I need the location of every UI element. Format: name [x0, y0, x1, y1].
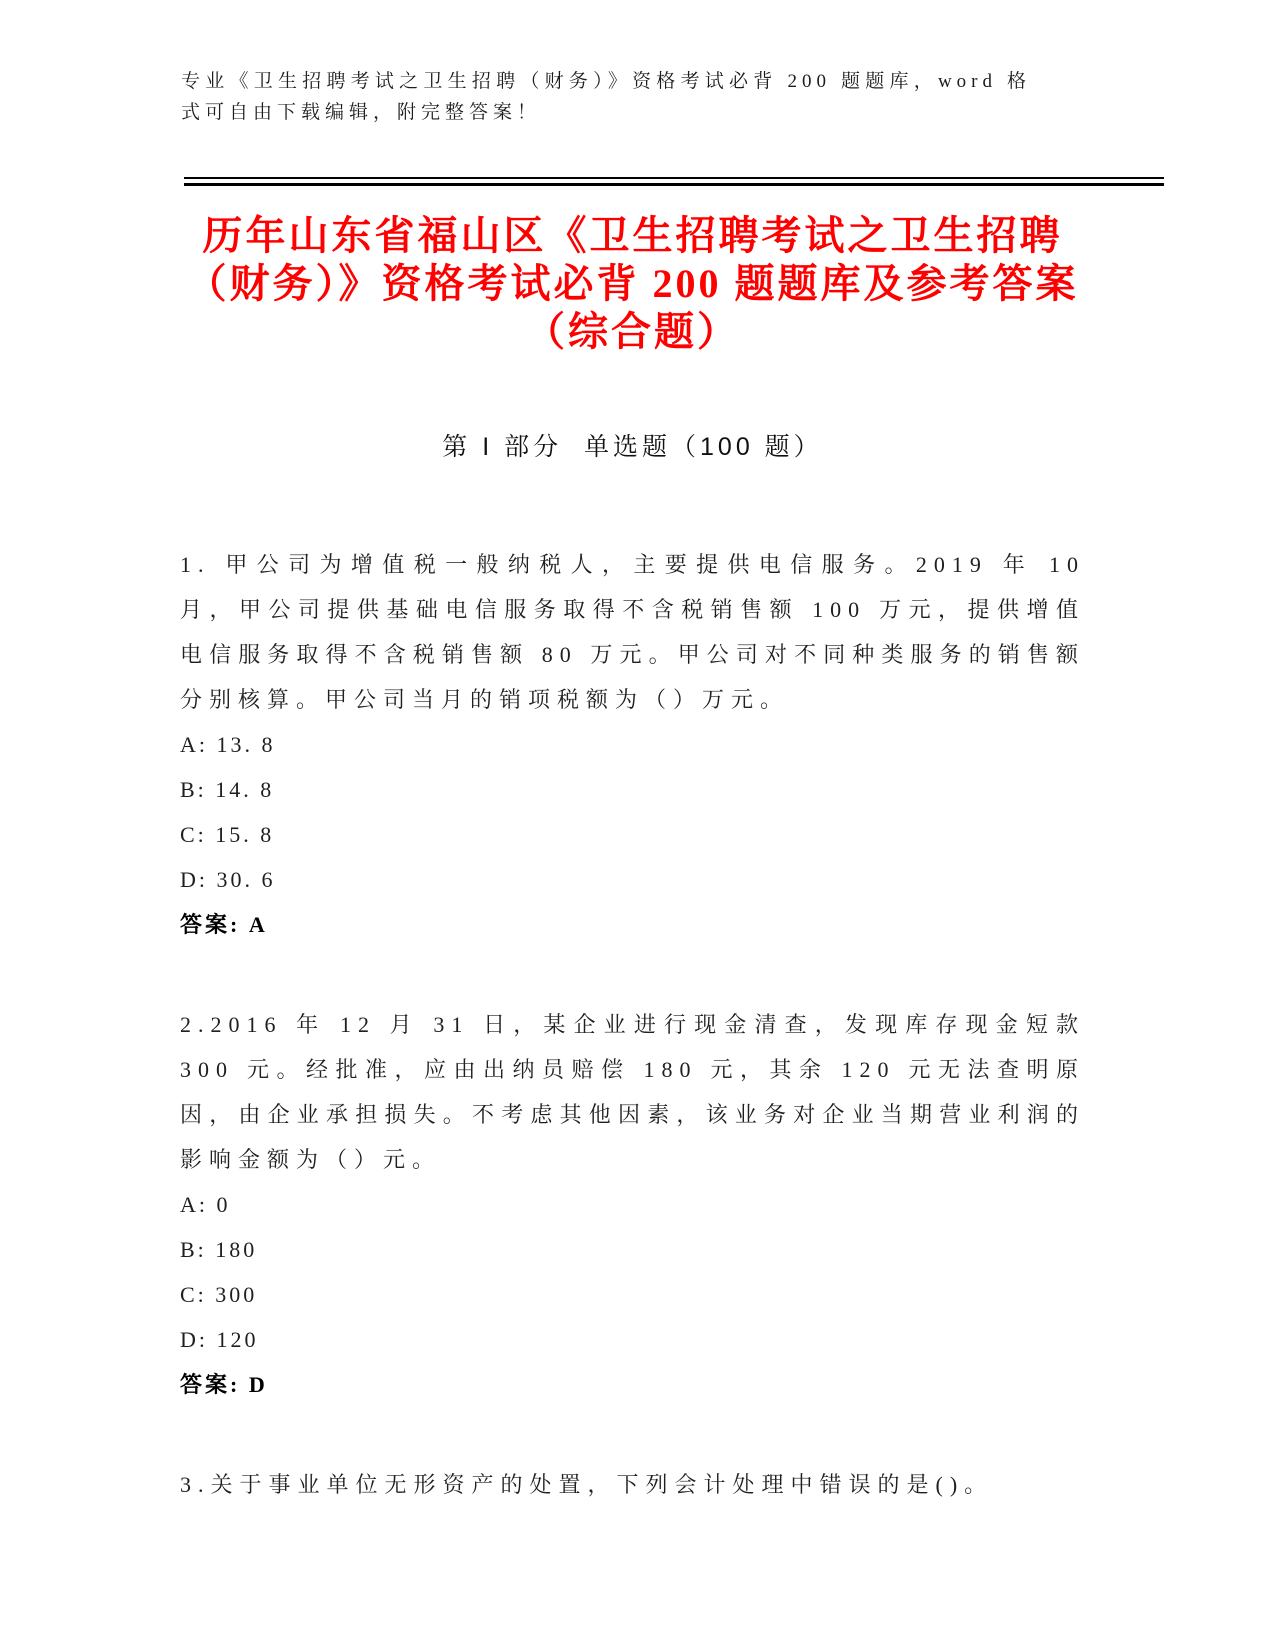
option-line-b: B: 180	[180, 1237, 258, 1262]
answer-line: 答案: D	[180, 1372, 268, 1397]
doc-title: 历年山东省福山区《卫生招聘考试之卫生招聘（财务）》资格考试必背 200 题题库及参考答案（综合题）	[186, 213, 1079, 354]
question-block-3	[180, 1462, 1085, 1507]
option-line-d: D: 120	[180, 1327, 259, 1352]
header-notice: 专业《卫生招聘考试之卫生招聘（财务）》资格考试必背 200 题题库，word 格式可自由下载编辑，附完整答案！	[181, 71, 1031, 123]
question-stem: 2.2016 年 12 月 31 日，某企业进行现金清查，发现库存现金短款 300 元。经批准，应由出纳员赔偿 180 元，其余 120 元无法查明原因，由企业承担损失。不考虑其他因素，该业务对企业当期营业利润的影响金额为（）元。	[180, 1012, 1085, 1172]
header-divider	[184, 177, 1164, 186]
option-line-a: A: 13. 8	[180, 732, 276, 757]
option-line-c: C: 15. 8	[180, 822, 275, 847]
option-line-c: C: 300	[180, 1282, 258, 1307]
question-stem: 3.关于事业单位无形资产的处置，下列会计处理中错误的是()。	[180, 1472, 994, 1497]
question-list	[180, 542, 1085, 1562]
answer-line: 答案: A	[180, 912, 268, 937]
question-block-2	[180, 1002, 1085, 1407]
section-heading: 第 I 部分 单选题（100 题）	[442, 433, 823, 461]
question-block-1	[180, 542, 1085, 947]
option-line-d: D: 30. 6	[180, 867, 276, 892]
option-line-a: A: 0	[180, 1192, 231, 1217]
question-stem: 1. 甲公司为增值税一般纳税人，主要提供电信服务。2019 年 10 月，甲公司提供基础电信服务取得不含税销售额 100 万元，提供增值电信服务取得不含税销售额 80 万元。甲公司对不同种类服务的销售额分别核算。甲公司当月的销项税额为（）万元。	[180, 552, 1085, 712]
option-line-b: B: 14. 8	[180, 777, 275, 802]
